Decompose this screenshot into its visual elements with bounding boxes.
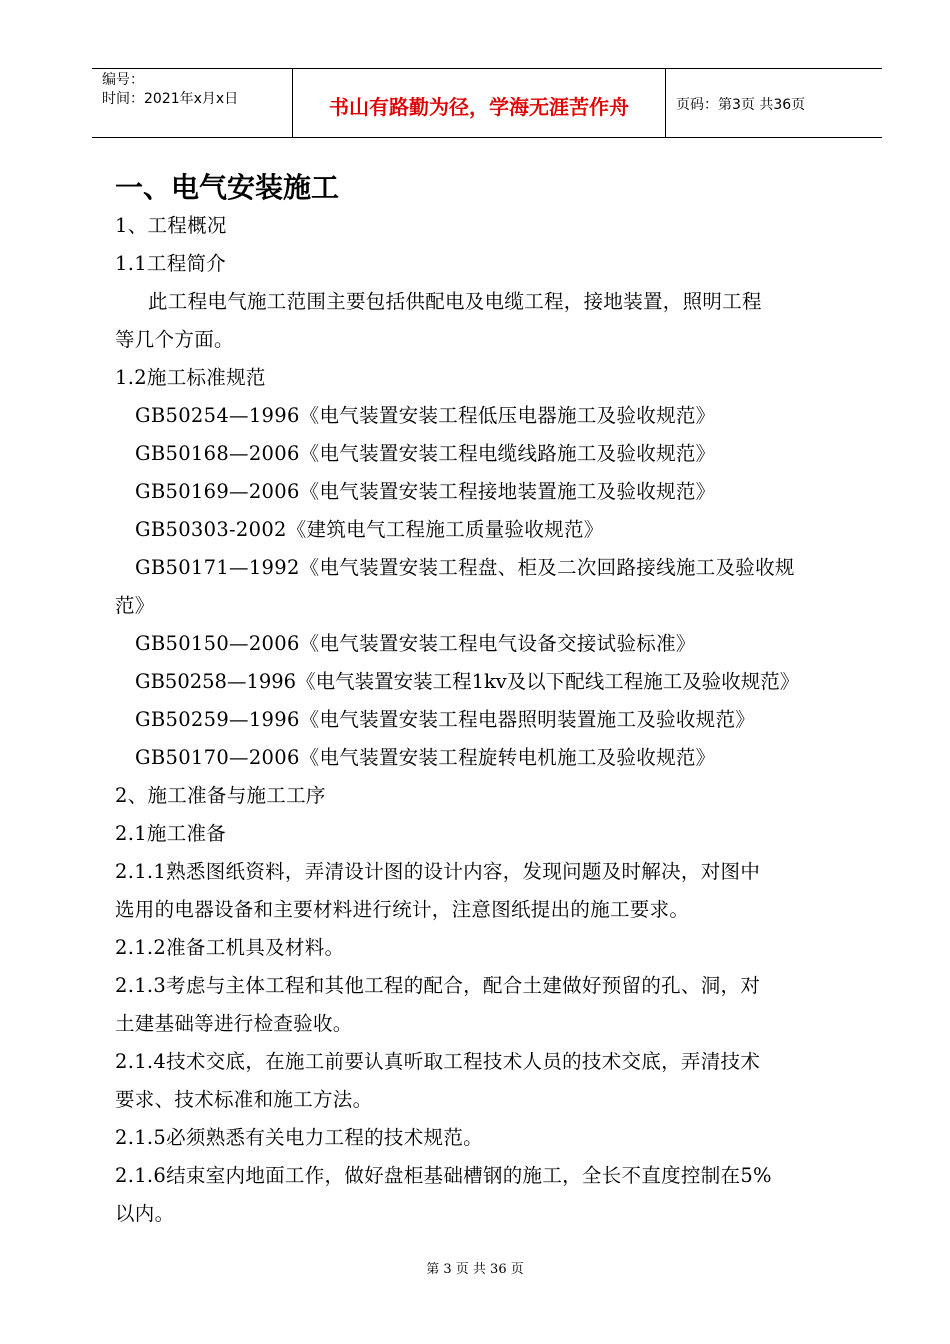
body-line: 1.1工程简介 (115, 252, 227, 275)
body-line: 以内。 (115, 1202, 175, 1225)
section-title: 一、电气安装施工 (115, 171, 340, 204)
body-line: 此工程电气施工范围主要包括供配电及电缆工程，接地装置，照明工程 (148, 290, 762, 313)
body-line: 1.2施工标准规范 (115, 366, 266, 389)
body-line: 土建基础等进行检查验收。 (115, 1012, 353, 1035)
body-line: 2.1施工准备 (115, 822, 227, 845)
standard-item: GB50171—1992《电气装置安装工程盘、柜及二次回路接线施工及验收规 (135, 556, 795, 579)
header-page-cell (666, 69, 882, 137)
body-line: 2.1.6结束室内地面工作，做好盘柜基础槽钢的施工，全长不直度控制在5% (115, 1164, 772, 1187)
body-line: 等几个方面。 (115, 328, 234, 351)
page-code: 页码：第3页 共36页 (676, 97, 806, 113)
page-footer: 第 3 页 共 36 页 (426, 1262, 524, 1277)
body-line: 要求、技术标准和施工方法。 (115, 1088, 373, 1111)
body-line: 2.1.4技术交底，在施工前要认真听取工程技术人员的技术交底，弄清技术 (115, 1050, 761, 1073)
standard-item: GB50254—1996《电气装置安装工程低压电器施工及验收规范》 (135, 404, 716, 427)
standard-item: GB50168—2006《电气装置安装工程电缆线路施工及验收规范》 (135, 442, 716, 465)
time-label: 时间：2021年x月x日 (102, 91, 239, 107)
standard-item: GB50169—2006《电气装置安装工程接地装置施工及验收规范》 (135, 480, 716, 503)
body-line: 2.1.3考虑与主体工程和其他工程的配合，配合土建做好预留的孔、洞，对 (115, 974, 761, 997)
motto-text: 书山有路勤为径，学海无涯苦作舟 (329, 95, 629, 119)
standard-item: GB50258—1996《电气装置安装工程1kv及以下配线工程施工及验收规范》 (135, 670, 800, 693)
body-line: 2、施工准备与施工工序 (115, 784, 326, 807)
standard-item: GB50303-2002《建筑电气工程施工质量验收规范》 (135, 518, 604, 541)
header-meta-cell (92, 69, 293, 137)
number-label: 编号： (102, 72, 144, 88)
body-line: 选用的电器设备和主要材料进行统计，注意图纸提出的施工要求。 (115, 898, 690, 921)
body-line: 2.1.2准备工机具及材料。 (115, 936, 345, 959)
body-line: 2.1.5必须熟悉有关电力工程的技术规范。 (115, 1126, 483, 1149)
body-line: 2.1.1熟悉图纸资料，弄清设计图的设计内容，发现问题及时解决，对图中 (115, 860, 761, 883)
standard-item: GB50259—1996《电气装置安装工程电器照明装置施工及验收规范》 (135, 708, 756, 731)
body-line: 1、工程概况 (115, 214, 227, 237)
page-header (92, 68, 882, 138)
standard-item-cont: 范》 (115, 594, 155, 617)
header-motto-cell (293, 69, 666, 137)
standard-item: GB50170—2006《电气装置安装工程旋转电机施工及验收规范》 (135, 746, 716, 769)
standard-item: GB50150—2006《电气装置安装工程电气设备交接试验标准》 (135, 632, 696, 655)
